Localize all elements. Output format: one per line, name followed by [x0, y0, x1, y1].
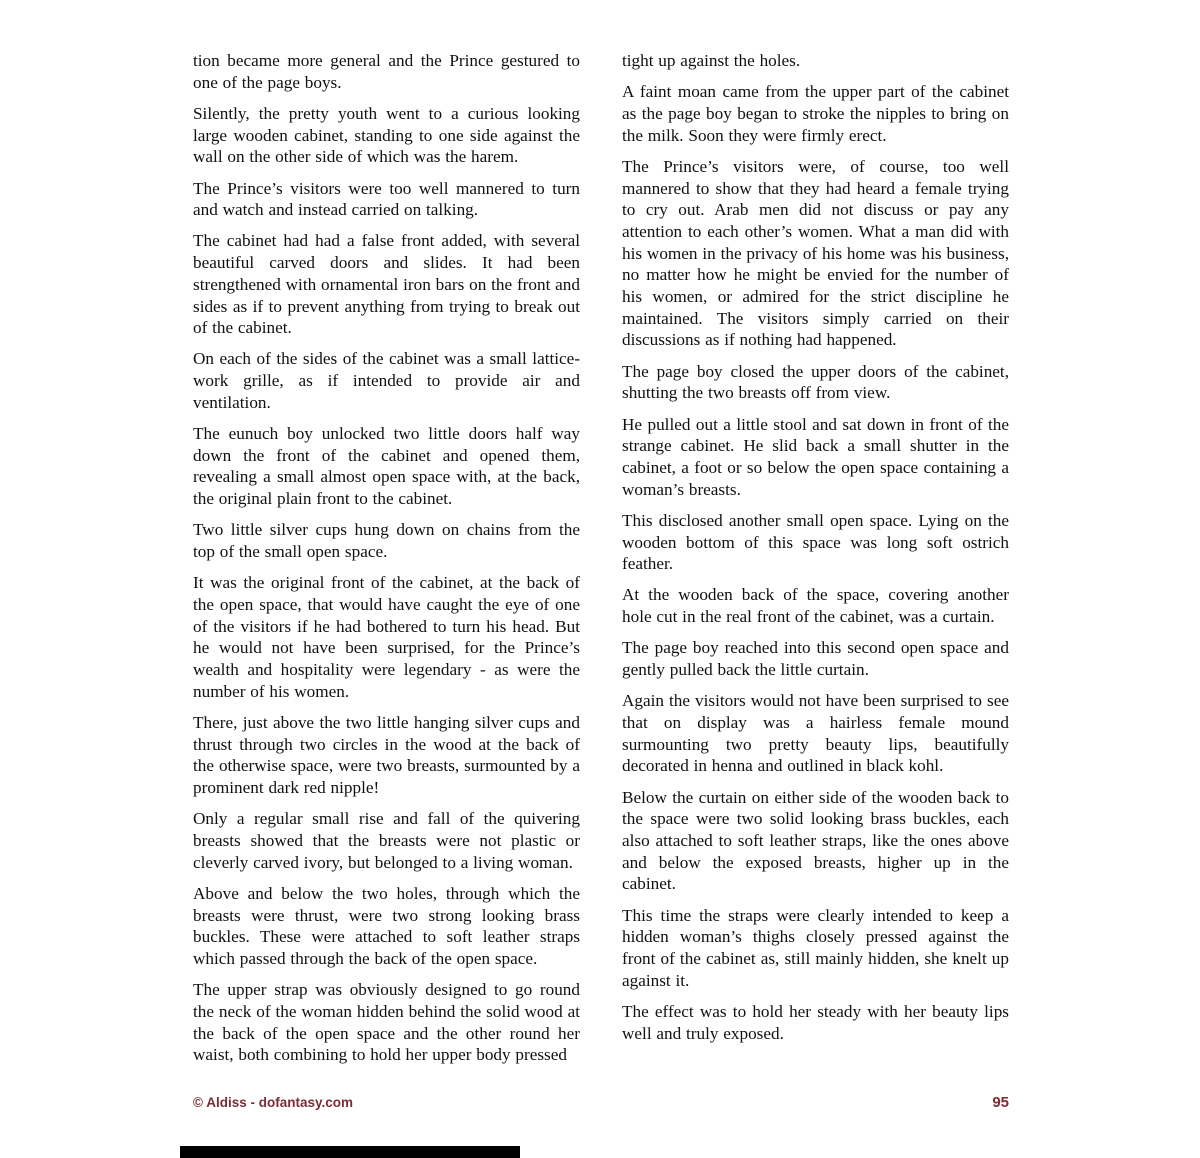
paragraph: On each of the sides of the cabinet was a small lattice-work grille, as if intended to provide air and ventilation.	[193, 349, 580, 412]
paragraph: The Prince’s visitors were too well mannered to turn and watch and instead carried on talking.	[193, 178, 580, 220]
right-column	[622, 50, 1009, 1076]
copyright-notice: © Aldiss - dofantasy.com	[193, 1095, 353, 1110]
paragraph: At the wooden back of the space, covering another hole cut in the real front of the cabinet, was a curtain.	[622, 585, 1009, 627]
page-footer	[193, 1094, 1009, 1111]
paragraph: The cabinet had had a false front added, with several beautiful carved doors and slides. It had been strengthened with ornamental iron bars on the front and sides as if to prevent anything from trying to break out of the cabinet.	[193, 231, 580, 338]
paragraph: It was the original front of the cabinet, at the back of the open space, that would have caught the eye of one of the visitors if he had bothered to turn his head. But he would not have been surprised, for the Prince’s wealth and hospitality were legendary - as were the number of his women.	[193, 573, 580, 701]
left-column	[193, 50, 580, 1076]
paragraph: Again the visitors would not have been surprised to see that on display was a hairless female mound surmounting two pretty beauty lips, beautifully decorated in henna and outlined in black kohl.	[622, 691, 1009, 776]
paragraph: A faint moan came from the upper part of the cabinet as the page boy began to stroke the nipples to bring on the milk. Soon they were firmly erect.	[622, 82, 1009, 145]
paragraph: This time the straps were clearly intended to keep a hidden woman’s thighs closely pressed against the front of the cabinet as, still mainly hidden, she knelt up against it.	[622, 905, 1009, 990]
text-columns	[193, 50, 1009, 1076]
paragraph: The Prince’s visitors were, of course, too well mannered to show that they had heard a female trying to cry out. Arab men did not discuss or pay any attention to each other’s women. What a man did with his women in the privacy of his home was his business, no matter how he might be envied for the number of his women, or admired for the strict discipline he maintained. The visitors simply carried on their discussions as if nothing had happened.	[622, 156, 1009, 350]
scan-artifact-bar	[180, 1146, 520, 1158]
paragraph: tight up against the holes.	[622, 51, 801, 70]
paragraph: He pulled out a little stool and sat down in front of the strange cabinet. He slid back a small shutter in the cabinet, a foot or so below the open space containing a woman’s breasts.	[622, 414, 1009, 499]
paragraph: The eunuch boy unlocked two little doors half way down the front of the cabinet and opened them, revealing a small almost open space with, at the back, the original plain front to the cabinet.	[193, 424, 580, 509]
paragraph: The upper strap was obviously designed to go round the neck of the woman hidden behind the solid wood at the back of the open space and the other round her waist, both combining to hold her upper body pressed	[193, 980, 580, 1065]
paragraph: Above and below the two holes, through which the breasts were thrust, were two strong looking brass buckles. These were attached to soft leather straps which passed through the back of the open space.	[193, 883, 580, 969]
paragraph: The page boy reached into this second open space and gently pulled back the little curtain.	[622, 638, 1009, 680]
paragraph: tion became more general and the Prince gestured to one of the page boys.	[193, 51, 580, 92]
paragraph: Two little silver cups hung down on chains from the top of the small open space.	[193, 520, 580, 562]
paragraph: The page boy closed the upper doors of the cabinet, shutting the two breasts off from view.	[622, 361, 1009, 403]
paragraph: The effect was to hold her steady with her beauty lips well and truly exposed.	[622, 1001, 1009, 1043]
paragraph: This disclosed another small open space. Lying on the wooden bottom of this space was long soft ostrich feather.	[622, 510, 1009, 574]
paragraph: Below the curtain on either side of the wooden back to the space were two solid looking brass buckles, each also attached to soft leather straps, like the ones above and below the exposed breasts, higher up in the cabinet.	[622, 787, 1009, 894]
paragraph: There, just above the two little hanging silver cups and thrust through two circles in the wood at the back of the otherwise space, were two breasts, surmounted by a prominent dark red nipple!	[193, 712, 580, 798]
paragraph: Silently, the pretty youth went to a curious looking large wooden cabinet, standing to one side against the wall on the other side of which was the harem.	[193, 103, 580, 167]
page-number: 95	[992, 1094, 1009, 1111]
paragraph: Only a regular small rise and fall of the quivering breasts showed that the breasts were not plastic or cleverly carved ivory, but belonged to a living woman.	[193, 809, 580, 872]
